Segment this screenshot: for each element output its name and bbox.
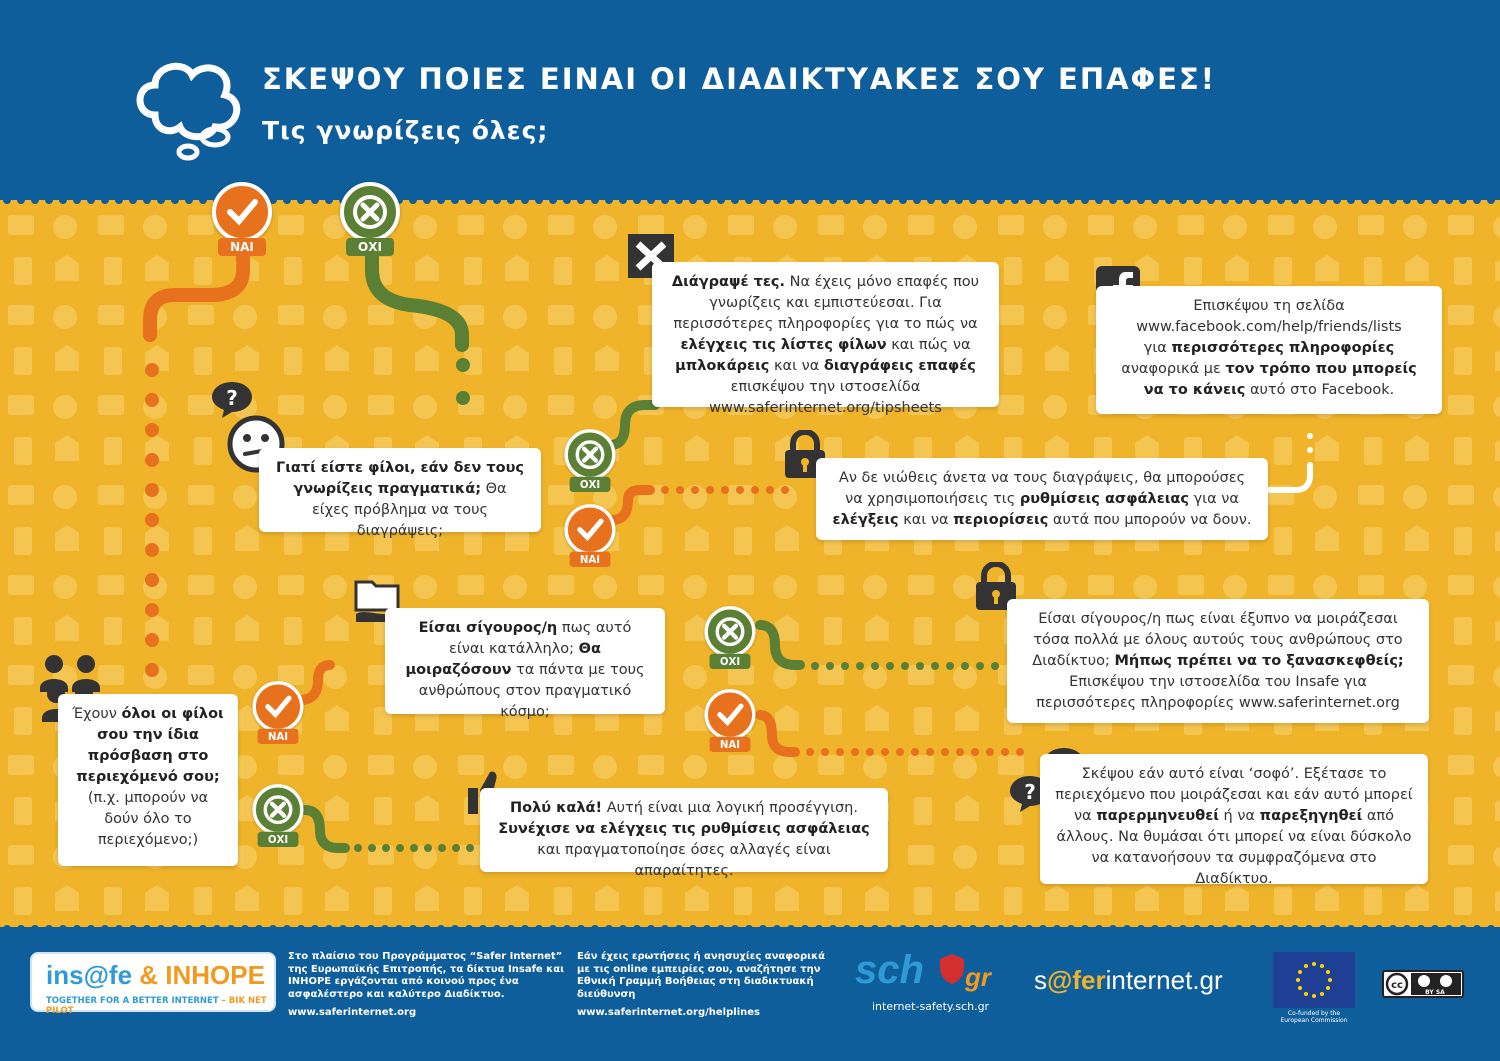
svg-text:?: ? xyxy=(1024,780,1036,804)
delete-contacts-box: Διάγραψέ τες. Να έχεις μόνο επαφές που γνωρίζεις και εμπιστεύεσαι. Για περισσότερες πληροφορίες για το πώς να ελέγχεις τις λίστες φίλων και πώς να μπλοκάρεις και να διαγράφεις επαφές επισκέψου την ιστοσελίδα www.saferinternet.org/tipsheets xyxy=(652,262,999,407)
checkmark-icon xyxy=(253,681,304,732)
eu-flag-icon xyxy=(1273,952,1355,1008)
yes-badge-top: ΝΑΙ xyxy=(208,182,276,264)
svg-text:cc: cc xyxy=(1391,980,1403,991)
think-wise-box: Σκέψου εάν αυτό είναι ‘σοφό’. Εξέτασε το περιεχόμενο που μοιράζεσαι και εάν αυτό μπορεί να παρερμηνευθεί ή να παρεξηγηθεί από άλλους. Να θυμάσαι ότι μπορεί να είναι δύσκολο να κατανοήσουν τα συμφραζόμενα στο Διαδίκτυο. xyxy=(1040,754,1428,884)
no-badge-top: ΟΧΙ xyxy=(336,182,404,264)
checkmark-icon xyxy=(705,689,756,740)
page-subtitle: Τις γνωρίζεις όλες; xyxy=(262,116,549,145)
no-badge-bottom: ΟΧΙ xyxy=(249,784,307,854)
thought-cloud-icon xyxy=(130,55,245,165)
smart-sharing-box: Είσαι σίγουρος/η πως είναι έξυπνο να μοιράζεσαι τόσα πολλά με όλους αυτούς τους ανθρώπους στο Διαδίκτυο; Μήπως πρέπει να το ξανασκεφθείς; Επισκέψου την ιστοσελίδα του Insafe για περισσότερες πληροφορίες www.saferinternet.org xyxy=(1007,599,1429,723)
program-info-text: Στο πλαίσιο του Προγράμματος “Safer Internet” της Ευρωπαϊκής Επιτροπής, τα δίκτυα Insafe και INHOPE εργάζονται από κοινού προς ένα ασφαλέστερο και καλύτερο Διαδίκτυο. www.saferinternet.org xyxy=(288,951,568,1020)
checkmark-icon xyxy=(565,504,616,555)
creative-commons-badge[interactable] xyxy=(1382,970,1464,998)
why-friends-box: Γιατί είστε φίλοι, εάν δεν τους γνωρίζεις πραγματικά; Θα είχες πρόβλημα να τους διαγράψεις; xyxy=(259,448,541,532)
good-approach-box: Πολύ καλά! Αυτή είναι μια λογική προσέγγιση. Συνέχισε να ελέγχεις τις ρυθμίσεις ασφάλειας και πραγματοποίησε όσες αλλαγές είναι απαραίτητες. xyxy=(480,788,888,872)
x-mark-icon xyxy=(253,784,304,835)
facebook-help-box: Επισκέψου τη σελίδα www.facebook.com/help/friends/lists για περισσότερες πληροφορίες αναφορικά με τον τρόπο που μπορείς να το κάνεις αυτό στο Facebook. xyxy=(1096,286,1442,414)
no-badge-center: ΟΧΙ xyxy=(701,606,759,676)
checkmark-icon xyxy=(212,182,272,242)
helpline-info-text: Εάν έχεις ερωτήσεις ή ανησυχίες αναφορικά με τις online εμπειρίες σου, αναζήτησε την Εθνική Γραμμή Βοήθειας στη διαδικτυακή διεύθυνση www.saferinternet.org/helplines xyxy=(577,951,825,1018)
sch-logo-gr: gr xyxy=(965,962,991,992)
svg-text:?: ? xyxy=(226,386,238,410)
sch-url-text[interactable]: internet-safety.sch.gr xyxy=(872,1000,990,1013)
insafe-inhope-logo[interactable]: ins@fe & INHOPE TOGETHER FOR A BETTER INTERNET – BIK NET PILOT xyxy=(30,952,276,1012)
saferinternet-gr-logo[interactable]: s@ferinternet.gr xyxy=(1034,965,1223,995)
x-mark-icon xyxy=(565,429,616,480)
yes-badge-left: ΝΑΙ xyxy=(249,681,307,751)
page-title: ΣΚΕΨΟΥ ΠΟΙΕΣ ΕΙΝΑΙ ΟΙ ΔΙΑΔΙΚΤΥΑΚΕΣ ΣΟΥ ΕΠΑΦΕΣ! xyxy=(262,62,1217,96)
privacy-settings-box: Αν δε νιώθεις άνετα να τους διαγράψεις, θα μπορούσες να χρησιμοποιήσεις τις ρυθμίσεις ασφάλειας για να ελέγξεις και να περιορίσεις αυτά που μπορούν να δουν. xyxy=(816,458,1268,540)
x-mark-icon xyxy=(340,182,400,242)
yes-badge-center: ΝΑΙ xyxy=(701,689,759,759)
no-badge-mid: ΟΧΙ xyxy=(561,429,619,499)
eu-cofunded-text: Co-funded by the European Commission xyxy=(1280,1010,1348,1024)
cc-icon xyxy=(1384,972,1462,996)
sch-logo[interactable]: sch xyxy=(855,948,924,992)
shield-icon xyxy=(938,952,966,986)
x-mark-icon xyxy=(705,606,756,657)
saferinternet-org-link[interactable]: www.saferinternet.org xyxy=(288,1007,417,1018)
yes-badge-mid: ΝΑΙ xyxy=(561,504,619,574)
helplines-link[interactable]: www.saferinternet.org/helplines xyxy=(577,1007,760,1018)
svg-text:BY SA: BY SA xyxy=(1425,989,1445,996)
friends-access-box: Έχουν όλοι οι φίλοι σου την ίδια πρόσβαση στο περιεχόμενό σου; (π.χ. μπορούν να δούν όλο το περιεχόμενο;) xyxy=(58,694,238,866)
appropriate-sharing-box: Είσαι σίγουρος/η πως αυτό είναι κατάλληλο; Θα μοιραζόσουν τα πάντα με τους ανθρώπους στον πραγματικό κόσμο; xyxy=(385,608,665,714)
